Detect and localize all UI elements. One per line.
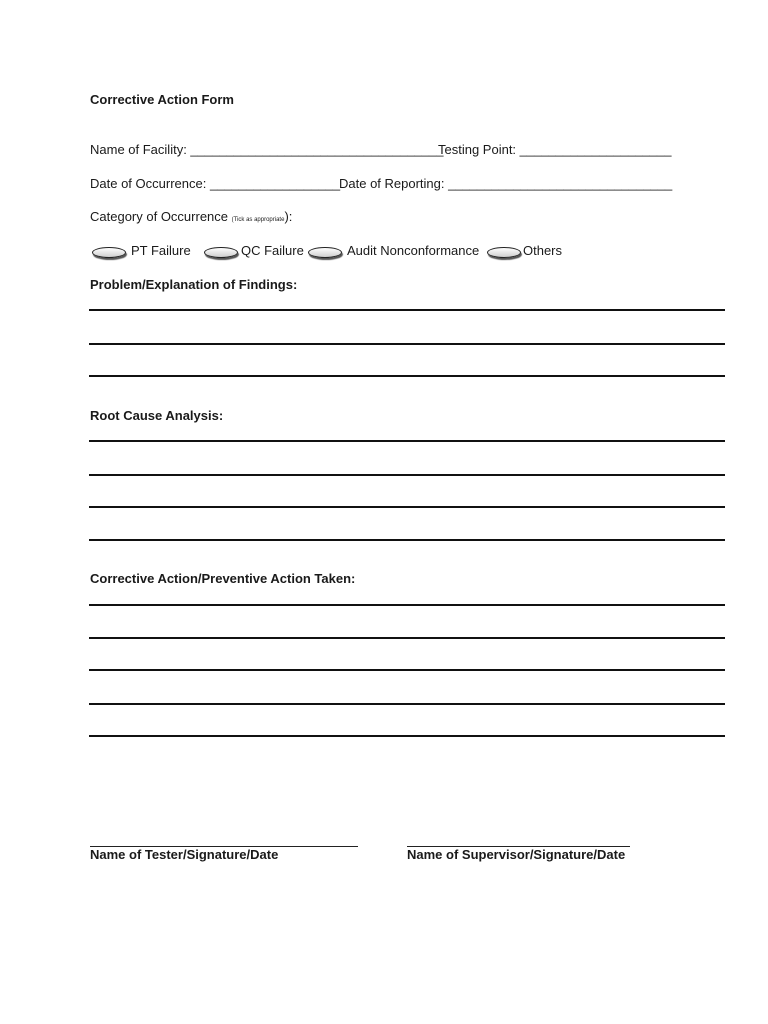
supervisor-signature-label: Name of Supervisor/Signature/Date [407, 847, 626, 862]
corrective-line-3[interactable] [89, 669, 725, 671]
corrective-line-5[interactable] [89, 735, 725, 737]
form-title: Corrective Action Form [90, 92, 234, 107]
tester-signature-label: Name of Tester/Signature/Date [90, 847, 279, 862]
date-occurrence-field[interactable]: Date of Occurrence: __________________ [90, 176, 341, 191]
root-cause-line-1[interactable] [89, 440, 725, 442]
pt-failure-checkbox[interactable] [92, 247, 126, 258]
audit-nonconformance-checkbox[interactable] [308, 247, 342, 258]
root-cause-line-2[interactable] [89, 474, 725, 476]
option-qc-failure: QC Failure [241, 243, 304, 258]
problem-line-2[interactable] [89, 343, 725, 345]
option-audit-nonconformance: Audit Nonconformance [347, 243, 480, 258]
problem-line-3[interactable] [89, 375, 725, 377]
qc-failure-checkbox[interactable] [204, 247, 238, 258]
root-cause-heading: Root Cause Analysis: [90, 408, 224, 423]
root-cause-line-3[interactable] [89, 506, 725, 508]
problem-line-1[interactable] [89, 309, 725, 311]
category-hint: (Tick as appropriate [231, 217, 285, 223]
option-others: Others [523, 243, 563, 258]
date-reporting-field[interactable]: Date of Reporting: _______________________________ [339, 176, 673, 191]
testing-point-field[interactable]: Testing Point: _____________________ [438, 142, 672, 157]
option-pt-failure: PT Failure [131, 243, 191, 258]
category-label [90, 209, 292, 224]
others-checkbox[interactable] [487, 247, 521, 258]
corrective-line-2[interactable] [89, 637, 725, 639]
root-cause-line-4[interactable] [89, 539, 725, 541]
category-label-text: Category of Occurrence [90, 209, 232, 224]
category-suffix: ): [284, 209, 293, 224]
corrective-line-4[interactable] [89, 703, 725, 705]
facility-field[interactable]: Name of Facility: ___________________________________ [90, 142, 444, 157]
problem-heading: Problem/Explanation of Findings: [90, 277, 298, 292]
corrective-line-1[interactable] [89, 604, 725, 606]
corrective-heading: Corrective Action/Preventive Action Taken: [90, 571, 356, 586]
